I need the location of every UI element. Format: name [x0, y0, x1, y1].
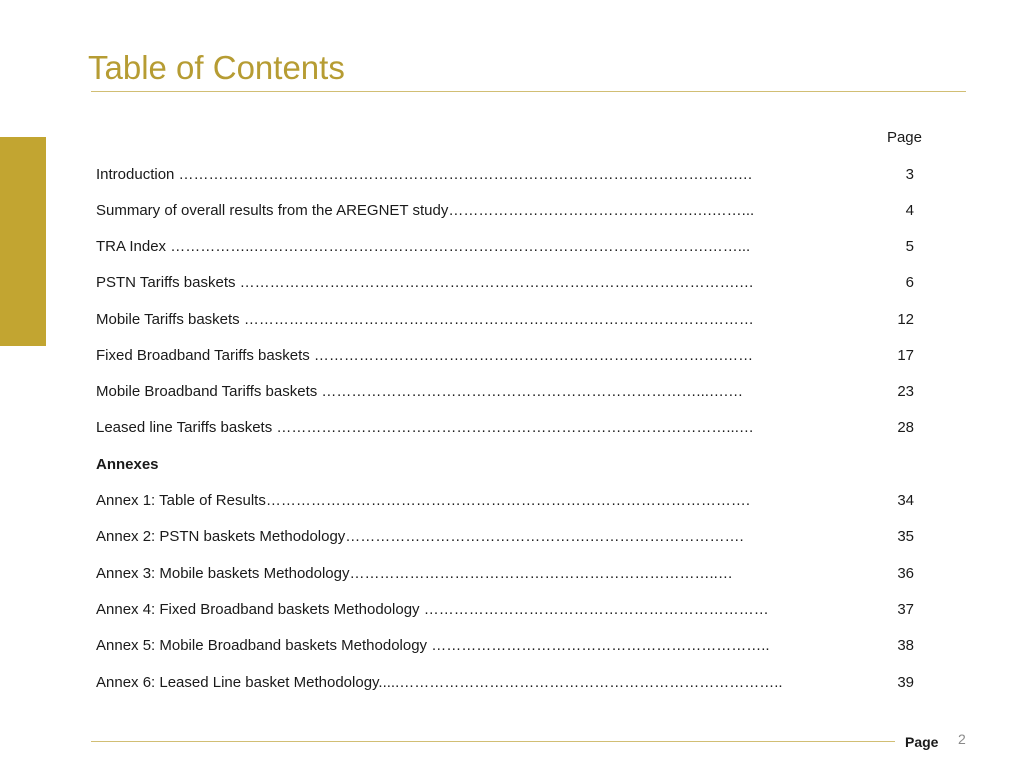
toc-entry-title: Annex 4: Fixed Broadband baskets Methodology ……………………………………………………………: [96, 601, 769, 618]
toc-entry-title: Annex 6: Leased Line basket Methodology.....…………………………………………………………………..: [96, 674, 783, 691]
toc-entry-title: Annex 1: Table of Results…………………………………………………………………………………….: [96, 492, 750, 509]
toc-entry-title: Annex 5: Mobile Broadband baskets Methodology …………………………………………………………..: [96, 637, 770, 654]
toc-entry-page: 28: [897, 419, 914, 436]
toc-entry-title: Leased line Tariffs baskets ………………………………………………………………………………...…: [96, 419, 754, 436]
toc-entry-summary[interactable]: [96, 201, 914, 221]
toc-entry-page: 3: [905, 166, 914, 183]
toc-entry-page: 6: [905, 274, 914, 291]
toc-entry-mobile-broadband[interactable]: [96, 382, 914, 402]
toc-entry-page: 5: [905, 238, 914, 255]
toc-entry-title: TRA Index ……………..……………………………………………………………………………….……...: [96, 238, 751, 255]
accent-side-bar: [0, 137, 46, 346]
toc-entry-page: 38: [897, 637, 914, 654]
toc-entry-title: Annex 3: Mobile baskets Methodology………………………………………………………………..…: [96, 565, 733, 582]
toc-entry-title: Fixed Broadband Tariffs baskets ……………………………………………………………………….……: [96, 347, 754, 364]
footer-page-label: Page: [905, 734, 939, 750]
page-title: Table of Contents: [88, 49, 345, 86]
toc-entry-tra-index[interactable]: [96, 237, 914, 257]
toc-entry-title: Annex 2: PSTN baskets Methodology………………………………………….………………………….: [96, 528, 744, 545]
toc-entry-leased-line[interactable]: [96, 418, 914, 438]
toc-entry-annex-1[interactable]: [96, 491, 914, 511]
toc-entry-title: Summary of overall results from the AREGNET study………………………………………….….……...: [96, 202, 755, 219]
toc-entry-mobile-tariffs[interactable]: [96, 310, 914, 330]
toc-entry-page: 36: [897, 565, 914, 582]
toc-entry-page: 37: [897, 601, 914, 618]
toc-entry-page: 35: [897, 528, 914, 545]
toc-entry-annex-6[interactable]: [96, 673, 914, 693]
toc-entry-annex-2[interactable]: [96, 527, 914, 547]
toc-entry-page: 17: [897, 347, 914, 364]
toc-entry-title: PSTN Tariffs baskets ……………………………………………………………………………………….…: [96, 274, 754, 291]
annexes-heading: Annexes: [96, 456, 159, 473]
title-divider: [91, 91, 966, 92]
toc-entry-page: 39: [897, 674, 914, 691]
toc-entry-annex-3[interactable]: [96, 564, 914, 584]
toc-entry-annex-4[interactable]: [96, 600, 914, 620]
toc-entry-page: 34: [897, 492, 914, 509]
toc-entry-page: 4: [905, 202, 914, 219]
toc-entry-page: 23: [897, 383, 914, 400]
page-column-header: Page: [886, 129, 922, 146]
toc-entry-fixed-broadband[interactable]: [96, 346, 914, 366]
footer-page-number: 2: [958, 731, 966, 747]
toc-entry-introduction[interactable]: [96, 165, 914, 185]
toc-entry-pstn-tariffs[interactable]: [96, 273, 914, 293]
toc-entry-title: Mobile Broadband Tariffs baskets …………………………………………………………………...….…: [96, 383, 744, 400]
toc-entry-title: Introduction ………………………………………………………………………………………………….…: [96, 166, 753, 183]
toc-entry-page: 12: [897, 311, 914, 328]
toc-entry-annex-5[interactable]: [96, 636, 914, 656]
toc-entry-title: Mobile Tariffs baskets …………………………………………………………………………………………: [96, 311, 754, 328]
footer-divider: [91, 741, 895, 742]
